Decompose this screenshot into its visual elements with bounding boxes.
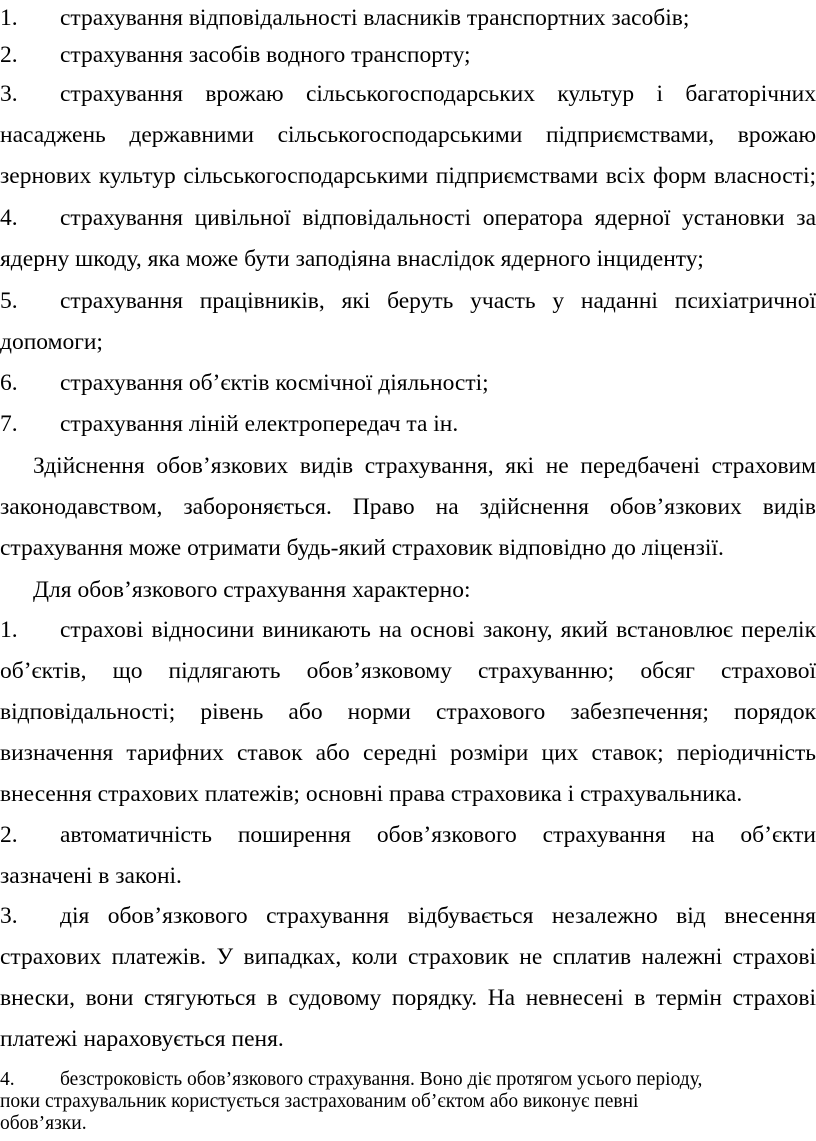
list-number: 6. xyxy=(0,370,18,396)
list-item xyxy=(0,79,816,113)
list-item-text: страхування ліній електропередач та ін. xyxy=(60,411,459,437)
list-item xyxy=(0,820,816,854)
text-line: страхових платежів. У випадках, коли страховик не сплатив належні страхові xyxy=(0,944,816,970)
list-item xyxy=(0,40,816,74)
text-line: насаджень державними сільськогосподарськими підприємствами, врожаю xyxy=(0,122,816,148)
list-item-text: страхування засобів водного транспорту; xyxy=(60,42,471,68)
list-item xyxy=(0,3,816,37)
list-item-text: страхування врожаю сільськогосподарських культур і багаторічних xyxy=(60,81,816,107)
list-item-text: страхування об’єктів космічної діяльності; xyxy=(60,370,489,396)
list-number: 2. xyxy=(0,822,18,848)
paragraph-line: Здійснення обов’язкових видів страхування, які не передбачені страховим xyxy=(33,453,816,479)
text-line: обов’язки. xyxy=(0,1113,87,1134)
paragraph-line: законодавством, забороняється. Право на здійснення обов’язкових видів xyxy=(0,494,816,520)
list-item xyxy=(0,901,816,935)
list-item-text: автоматичність поширення обов’язкового страхування на об’єкти xyxy=(60,822,816,848)
list-item-text: страхування цивільної відповідальності оператора ядерної установки за xyxy=(60,205,816,231)
list-item-text: страхування працівників, які беруть участь у наданні психіатричної xyxy=(60,288,816,314)
text-line: відповідальності; рівень або норми страхового забезпечення; порядок xyxy=(0,699,816,725)
list-item xyxy=(0,615,816,649)
list-number: 4. xyxy=(0,1069,15,1090)
text-line: допомоги; xyxy=(0,329,103,355)
list-number: 1. xyxy=(0,617,18,643)
list-number: 2. xyxy=(0,42,18,68)
text-line: платежі нараховується пеня. xyxy=(0,1026,284,1052)
text-line: внесення страхових платежів; основні права страховика і страхувальника. xyxy=(0,781,743,807)
list-number: 7. xyxy=(0,411,18,437)
list-item-text: страхування відповідальності власників транспортних засобів; xyxy=(60,5,690,31)
list-item xyxy=(0,203,816,237)
list-number: 4. xyxy=(0,205,18,231)
paragraph-line: Для обов’язкового страхування характерно: xyxy=(33,577,471,603)
text-line: зернових культур сільськогосподарськими підприємствами всіх форм власності; xyxy=(0,163,816,189)
text-line: поки страхувальник користується застрахованим об’єктом або виконує певні xyxy=(0,1091,639,1112)
list-number: 5. xyxy=(0,288,18,314)
list-item-text: дія обов’язкового страхування відбувається незалежно від внесення xyxy=(60,903,816,929)
list-item-text: страхові відносини виникають на основі закону, який встановлює перелік xyxy=(60,617,816,643)
list-number: 3. xyxy=(0,903,18,929)
paragraph-line: страхування може отримати будь-який страховик відповідно до ліцензії. xyxy=(0,535,724,561)
text-line: визначення тарифних ставок або середні розміри цих ставок; періодичність xyxy=(0,740,816,766)
list-number: 3. xyxy=(0,81,18,107)
list-number: 1. xyxy=(0,5,18,31)
list-item xyxy=(0,286,816,320)
list-item xyxy=(0,409,816,443)
text-line: зазначені в законі. xyxy=(0,863,182,889)
text-line: ядерну шкоду, яка може бути заподіяна внаслідок ядерного інциденту; xyxy=(0,246,704,272)
text-line: об’єктів, що підлягають обов’язковому страхуванню; обсяг страхової xyxy=(0,658,816,684)
list-item xyxy=(0,368,816,402)
text-line: внески, вони стягуються в судовому порядку. На невнесені в термін страхові xyxy=(0,985,816,1011)
list-item-text: безстроковість обов’язкового страхування. Воно діє протягом усього періоду, xyxy=(60,1069,703,1090)
